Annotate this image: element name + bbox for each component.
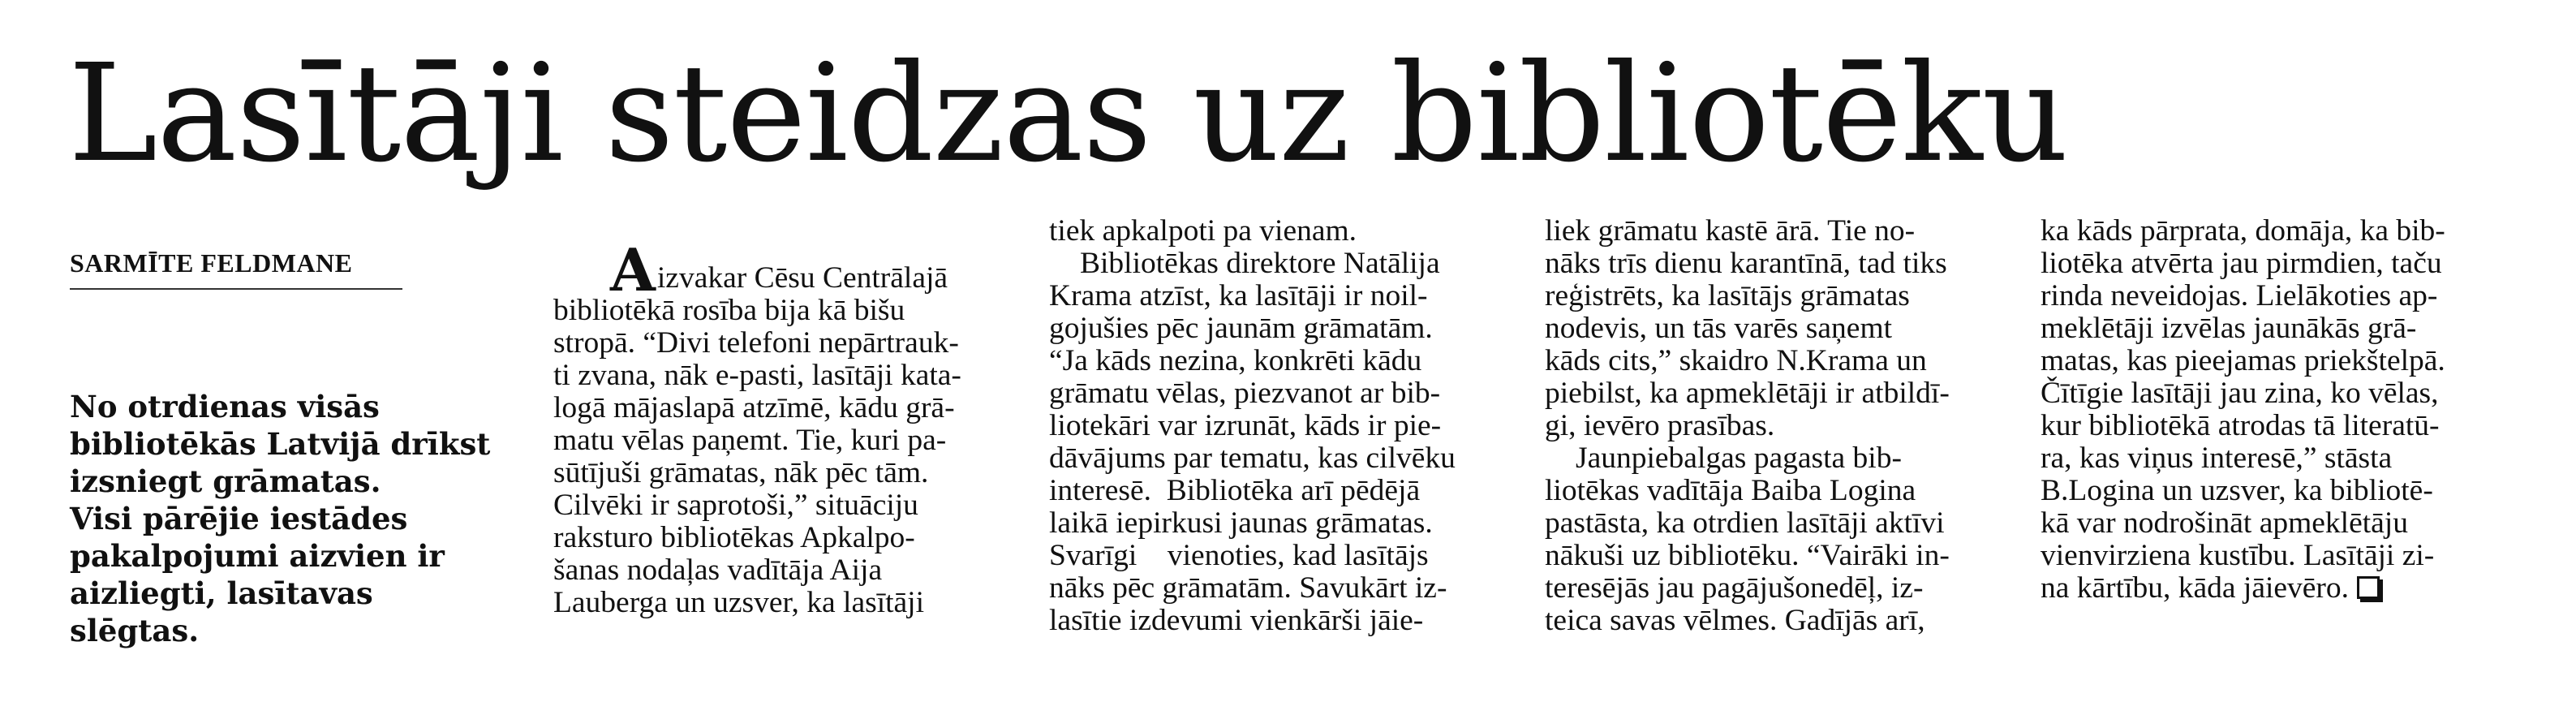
body-line: bibliotēkā rosība bija kā bišu (553, 294, 905, 327)
byline: SARMĪTE FELDMANE (70, 248, 402, 290)
body-line: lasītie izdevumi vienkārši jāie- (1049, 604, 1424, 637)
body-line: vienvirziena kustību. Lasītāji zi- (2041, 539, 2435, 572)
end-of-article-box-icon (2357, 576, 2380, 599)
body-column-3 (1545, 215, 1999, 637)
body-line: “Ja kāds nezina, konkrēti kādu (1049, 344, 1422, 377)
body-line: liotēkas vadītāja Baiba Logina (1545, 474, 1916, 507)
body-line: Čītīgie lasītāji jau zina, ko vēlas, (2041, 377, 2439, 410)
body-line: Cilvēki ir saprotoši,” situāciju (553, 489, 918, 522)
headline: Lasītāji steidzas uz bibliotēku (68, 36, 2068, 192)
body-line: ka kāds pārprata, domāja, ka bib- (2041, 214, 2445, 248)
body-line: Jaunpiebalgas pagasta bib- (1576, 442, 1902, 475)
body-line: Krama atzīst, ka lasītāji ir noil- (1049, 279, 1428, 312)
body-line: sūtījuši grāmatas, nāk pēc tām. (553, 456, 929, 489)
body-column-2 (1049, 215, 1503, 637)
body-line: interesē. Bibliotēka arī pēdējā (1049, 474, 1421, 507)
body-line: kur bibliotēkā atrodas tā literatū- (2041, 409, 2440, 442)
body-line: B.Logina un uzsver, ka bibliotē- (2041, 474, 2433, 507)
body-line: gojušies pēc jaunām grāmatām. (1049, 312, 1433, 345)
body-line: tiek apkalpoti pa vienam. (1049, 214, 1357, 248)
lead-line: izsniegt grāmatas. (70, 463, 381, 499)
lead-line: Visi pārējie iestādes (70, 501, 408, 536)
body-line: ra, kas viņus interesē,” stāsta (2041, 442, 2393, 475)
body-line: Bibliotēkas direktore Natālija (1080, 247, 1440, 280)
body-line: grāmatu vēlas, piezvanot ar bib- (1049, 377, 1441, 410)
body-line: stropā. “Divi telefoni nepārtrauk- (553, 326, 959, 360)
body-line: gi, ievēro prasības. (1545, 409, 1775, 442)
body-line: nākuši uz bibliotēku. “Vairāki in- (1545, 539, 1950, 572)
body-line: raksturo bibliotēkas Apkalpo- (553, 521, 915, 554)
body-line: rinda neveidojas. Lielākoties ap- (2041, 279, 2438, 312)
body-line (2041, 572, 2495, 605)
body-line: liek grāmatu kastē ārā. Tie no- (1545, 214, 1916, 248)
body-line: nāks pēc grāmatām. Savukārt iz- (1049, 571, 1447, 605)
last-line-text: na kārtību, kāda jāievēro. (2041, 571, 2350, 605)
lead-line: aizliegti, lasītavas (70, 575, 373, 611)
body-line: kāds cits,” skaidro N.Krama un (1545, 344, 1927, 377)
body-line (553, 235, 1008, 304)
body-line: matas, kas pieejamas priekštelpā. (2041, 344, 2445, 377)
body-line: teica savas vēlmes. Gadījās arī, (1545, 604, 1925, 637)
body-line: meklētāji izvēlas jaunākās grā- (2041, 312, 2417, 345)
body-line: nodevis, un tās varēs saņemt (1545, 312, 1893, 345)
body-line: laikā iepirkusi jaunas grāmatas. (1049, 506, 1433, 540)
lead-line: No otrdienas visās (70, 389, 380, 424)
body-line: Svarīgi vienoties, kad lasītājs (1049, 539, 1429, 572)
body-line: šanas nodaļas vadītāja Aija (553, 554, 883, 587)
body-line: ti zvana, nāk e-pasti, lasītāji kata- (553, 359, 961, 392)
body-line: Lauberga un uzsver, ka lasītāji (553, 586, 925, 619)
body-column-1 (553, 235, 1008, 619)
body-line: dāvājums par tematu, kas cilvēku (1049, 442, 1456, 475)
body-line: nāks trīs dienu karantīnā, tad tiks (1545, 247, 1947, 280)
drop-cap: A (610, 235, 656, 304)
body-line: pastāsta, ka otrdien lasītāji aktīvi (1545, 506, 1945, 540)
first-line-text: izvakar Cēsu Centrālajā (656, 261, 948, 295)
body-column-4 (2041, 215, 2495, 605)
body-line: teresējās jau pagājušonedēļ, iz- (1545, 571, 1924, 605)
body-line: piebilst, ka apmeklētāji ir atbildī- (1545, 377, 1950, 410)
lead-line: bibliotēkās Latvijā drīkst (70, 426, 491, 462)
lead-line: pakalpojumi aizvien ir (70, 538, 445, 574)
body-line: liotekāri var izrunāt, kāds ir pie- (1049, 409, 1442, 442)
lead-paragraph (70, 388, 557, 649)
body-line: kā var nodrošināt apmeklētāju (2041, 506, 2408, 540)
body-line: liotēka atvērta jau pirmdien, taču (2041, 247, 2442, 280)
lead-line: slēgtas. (70, 613, 200, 648)
body-line: matu vēlas paņemt. Tie, kuri pa- (553, 424, 947, 457)
body-line: logā mājaslapā atzīmē, kādu grā- (553, 391, 955, 424)
body-line: reģistrēts, ka lasītājs grāmatas (1545, 279, 1910, 312)
